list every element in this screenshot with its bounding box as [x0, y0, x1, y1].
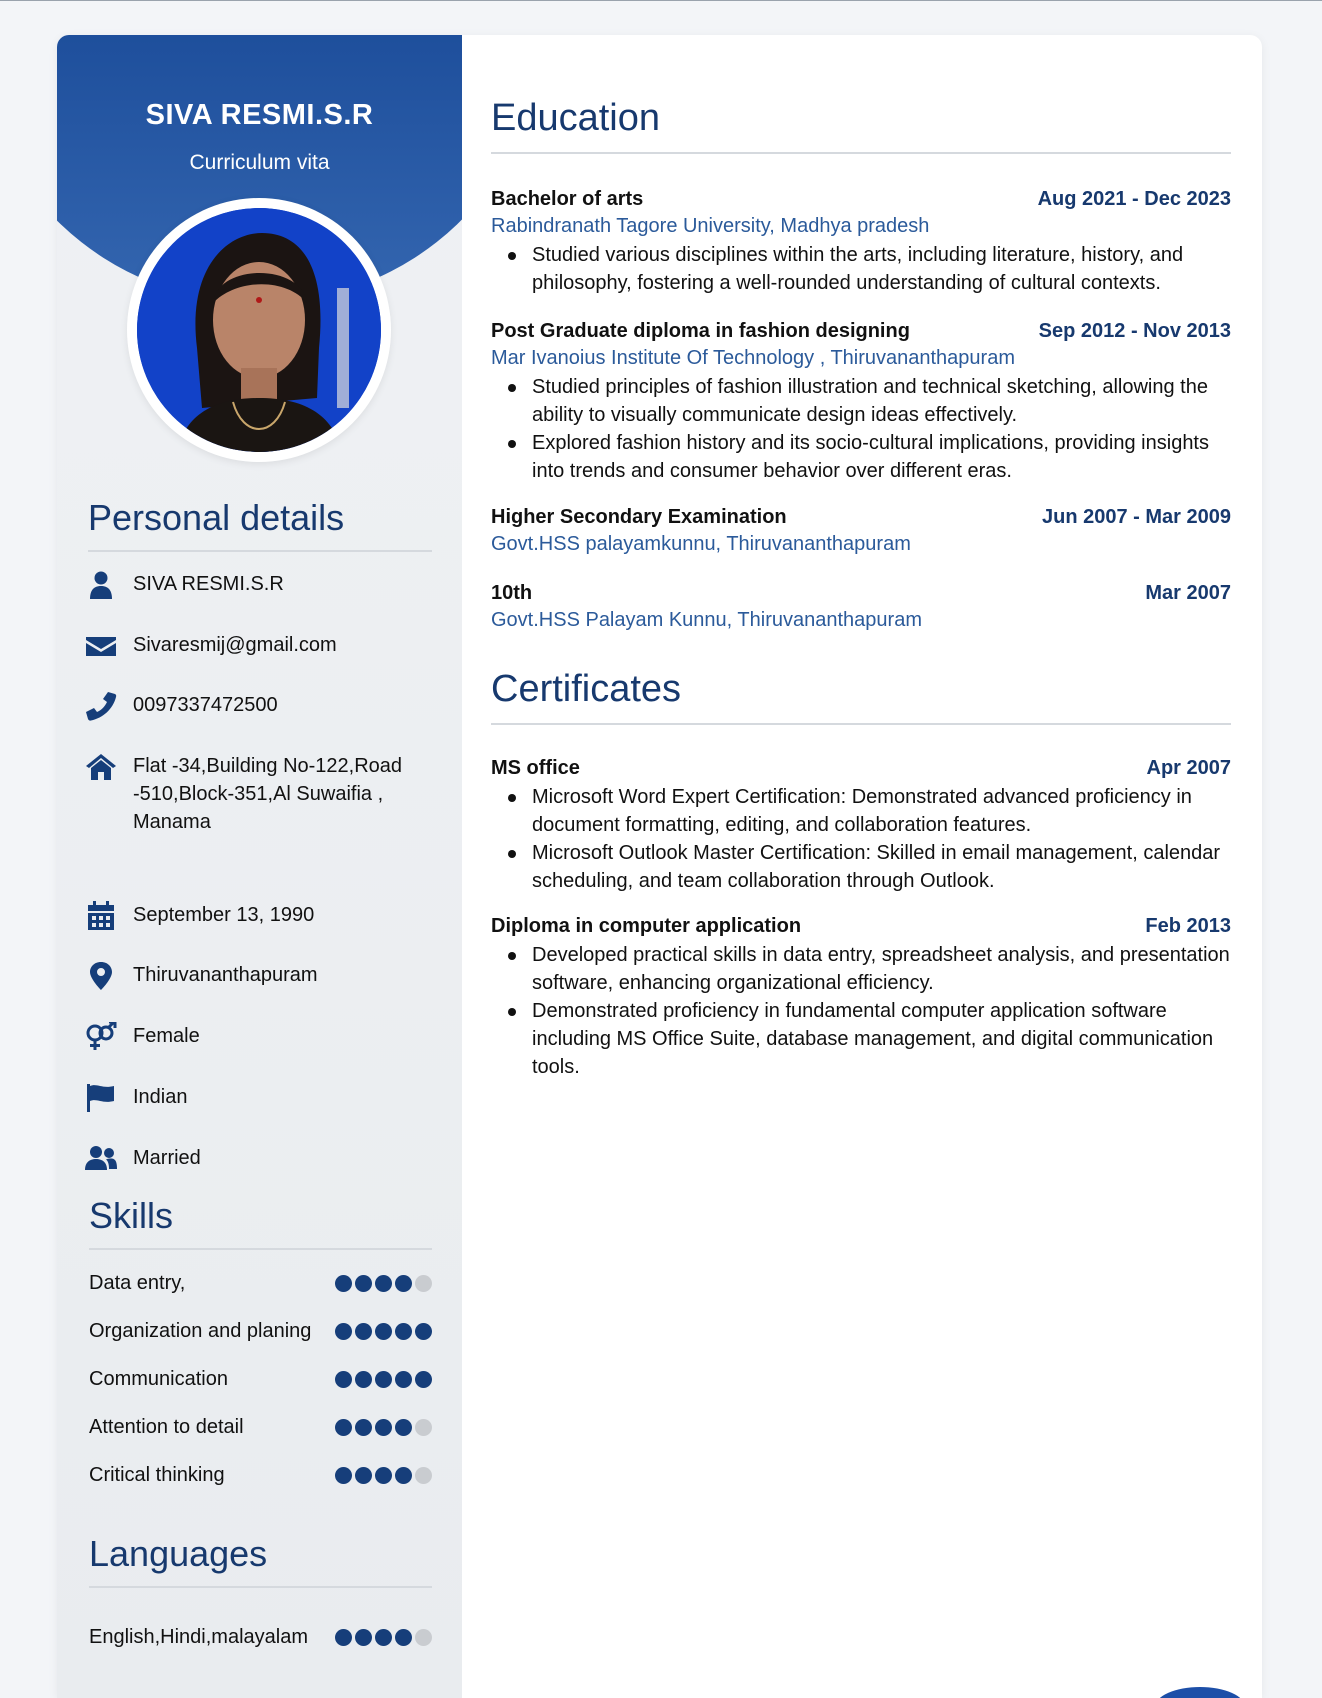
entry-title: MS office — [491, 757, 580, 779]
entry-bullets — [491, 941, 1231, 1081]
profile-photo — [127, 198, 391, 462]
detail-email — [85, 631, 445, 661]
rating-dot — [415, 1323, 432, 1340]
rating-dot — [395, 1467, 412, 1484]
entry-bullets — [491, 373, 1231, 485]
languages-title: Languages — [89, 1533, 268, 1574]
rating-dot — [355, 1419, 372, 1436]
entry-institution: Govt.HSS Palayam Kunnu, Thiruvananthapuram — [491, 609, 922, 631]
profile-name: SIVA RESMI.S.R — [145, 99, 374, 131]
detail-location-value: Thiruvananthapuram — [133, 964, 318, 986]
skill-row — [89, 1461, 432, 1489]
bullet-item: Demonstrated proficiency in fundamental computer application software including MS Office Suite, database management, and digital communication tools. — [507, 997, 1231, 1081]
rating-dot — [395, 1323, 412, 1340]
bullet-item: Microsoft Word Expert Certification: Demonstrated advanced proficiency in document formatting, editing, and collaboration features. — [507, 783, 1231, 839]
detail-phone — [85, 691, 445, 721]
skills-divider — [89, 1248, 432, 1250]
skill-rating — [335, 1419, 432, 1436]
rating-dot — [355, 1371, 372, 1388]
rating-dot — [375, 1323, 392, 1340]
education-entry — [491, 188, 1231, 297]
bullet-item: Developed practical skills in data entry, spreadsheet analysis, and presentation software, enhancing organizational efficiency. — [507, 941, 1231, 997]
languages-divider — [89, 1586, 432, 1588]
certificate-entry — [491, 915, 1231, 1081]
profile-subtitle: Curriculum vita — [189, 151, 330, 174]
certificates-divider — [491, 723, 1231, 725]
entry-date: Jun 2007 - Mar 2009 — [1042, 506, 1231, 528]
personal-details-divider — [88, 550, 432, 552]
detail-address — [85, 752, 445, 836]
rating-dot — [395, 1371, 412, 1388]
rating-dot — [335, 1419, 352, 1436]
skill-row — [89, 1365, 432, 1393]
detail-marital-status-value: Married — [133, 1147, 201, 1169]
envelope-icon — [85, 631, 123, 661]
entry-institution: Govt.HSS palayamkunnu, Thiruvananthapuram — [491, 533, 911, 555]
rating-dot — [335, 1467, 352, 1484]
flag-icon — [85, 1083, 123, 1113]
rating-dot — [395, 1275, 412, 1292]
calendar-icon — [85, 901, 123, 931]
rating-dot — [415, 1275, 432, 1292]
rating-dot — [355, 1629, 372, 1646]
rating-dot — [375, 1629, 392, 1646]
bullet-item: Studied various disciplines within the arts, including literature, history, and philosophy, fostering a well-rounded understanding of cultural contexts. — [507, 241, 1231, 297]
entry-institution: Mar Ivanoius Institute Of Technology , Thiruvananthapuram — [491, 347, 1015, 369]
education-entry — [491, 582, 1231, 632]
skill-rating — [335, 1371, 432, 1388]
sidebar — [57, 35, 462, 1698]
skill-row — [89, 1269, 432, 1297]
rating-dot — [355, 1323, 372, 1340]
entry-date: Feb 2013 — [1145, 915, 1231, 937]
detail-nationality-value: Indian — [133, 1086, 188, 1108]
entry-date: Apr 2007 — [1146, 757, 1231, 779]
main-content — [491, 35, 1231, 1698]
detail-email-value: Sivaresmij@gmail.com — [133, 634, 337, 656]
education-title: Education — [491, 97, 661, 139]
rating-dot — [375, 1467, 392, 1484]
detail-address-value: Flat -34,Building No-122,Road -510,Block-351,Al Suwaifia , Manama — [133, 755, 403, 833]
detail-name-value: SIVA RESMI.S.R — [133, 573, 284, 595]
entry-title: Bachelor of arts — [491, 188, 644, 210]
education-entry — [491, 506, 1231, 556]
phone-icon — [85, 691, 123, 721]
language-rating — [335, 1629, 432, 1646]
rating-dot — [375, 1419, 392, 1436]
skill-row — [89, 1413, 432, 1441]
detail-location — [85, 961, 445, 991]
rating-dot — [395, 1629, 412, 1646]
portrait-image — [137, 208, 381, 452]
rating-dot — [355, 1275, 372, 1292]
entry-institution: Rabindranath Tagore University, Madhya pradesh — [491, 215, 930, 237]
rating-dot — [415, 1419, 432, 1436]
language-label: English,Hindi,malayalam — [89, 1625, 308, 1648]
entry-bullets — [491, 241, 1231, 297]
skill-rating — [335, 1275, 432, 1292]
entry-bullets — [491, 783, 1231, 895]
skill-rating — [335, 1467, 432, 1484]
certificates-title: Certificates — [491, 668, 682, 710]
rating-dot — [335, 1275, 352, 1292]
home-icon — [85, 752, 123, 782]
user-icon — [85, 570, 123, 600]
bullet-item: Microsoft Outlook Master Certification: Skilled in email management, calendar scheduling, and team collaboration through Outlook. — [507, 839, 1231, 895]
skill-rating — [335, 1323, 432, 1340]
entry-title: 10th — [491, 582, 533, 604]
entry-date: Mar 2007 — [1145, 582, 1231, 604]
entry-title: Diploma in computer application — [491, 915, 802, 937]
entry-title: Higher Secondary Examination — [491, 506, 787, 528]
gender-icon — [85, 1022, 123, 1052]
skill-label: Communication — [89, 1367, 228, 1390]
rating-dot — [335, 1371, 352, 1388]
language-row — [89, 1623, 432, 1651]
skill-label: Critical thinking — [89, 1463, 225, 1486]
bullet-item: Explored fashion history and its socio-cultural implications, providing insights into trends and consumer behavior over different eras. — [507, 429, 1231, 485]
skill-label: Organization and planing — [89, 1319, 312, 1342]
location-pin-icon — [85, 961, 123, 991]
personal-details-title: Personal details — [88, 497, 345, 538]
entry-date: Sep 2012 - Nov 2013 — [1038, 320, 1231, 342]
rating-dot — [375, 1275, 392, 1292]
skill-row — [89, 1317, 432, 1345]
detail-name — [85, 570, 445, 600]
rating-dot — [335, 1323, 352, 1340]
rating-dot — [355, 1467, 372, 1484]
skill-label: Attention to detail — [89, 1415, 244, 1438]
certificate-entry — [491, 757, 1231, 895]
users-icon — [85, 1144, 123, 1174]
photo-image — [137, 208, 381, 452]
detail-birthdate — [85, 901, 445, 931]
rating-dot — [335, 1629, 352, 1646]
rating-dot — [395, 1419, 412, 1436]
rating-dot — [375, 1371, 392, 1388]
skill-label: Data entry, — [89, 1271, 186, 1294]
detail-marital-status — [85, 1144, 445, 1174]
detail-birthdate-value: September 13, 1990 — [133, 904, 315, 926]
rating-dot — [415, 1467, 432, 1484]
top-border-line — [0, 0, 1322, 1]
detail-gender-value: Female — [133, 1025, 200, 1047]
bullet-item: Studied principles of fashion illustration and technical sketching, allowing the ability to visually communicate design ideas effectively. — [507, 373, 1231, 429]
skills-title: Skills — [89, 1195, 174, 1236]
entry-title: Post Graduate diploma in fashion designing — [491, 320, 910, 342]
education-entry — [491, 320, 1231, 485]
detail-phone-value: 0097337472500 — [133, 694, 278, 716]
detail-nationality — [85, 1083, 445, 1113]
detail-gender — [85, 1022, 445, 1052]
rating-dot — [415, 1371, 432, 1388]
rating-dot — [415, 1629, 432, 1646]
entry-date: Aug 2021 - Dec 2023 — [1037, 188, 1231, 210]
resume-page — [57, 35, 1262, 1698]
education-divider — [491, 152, 1231, 154]
